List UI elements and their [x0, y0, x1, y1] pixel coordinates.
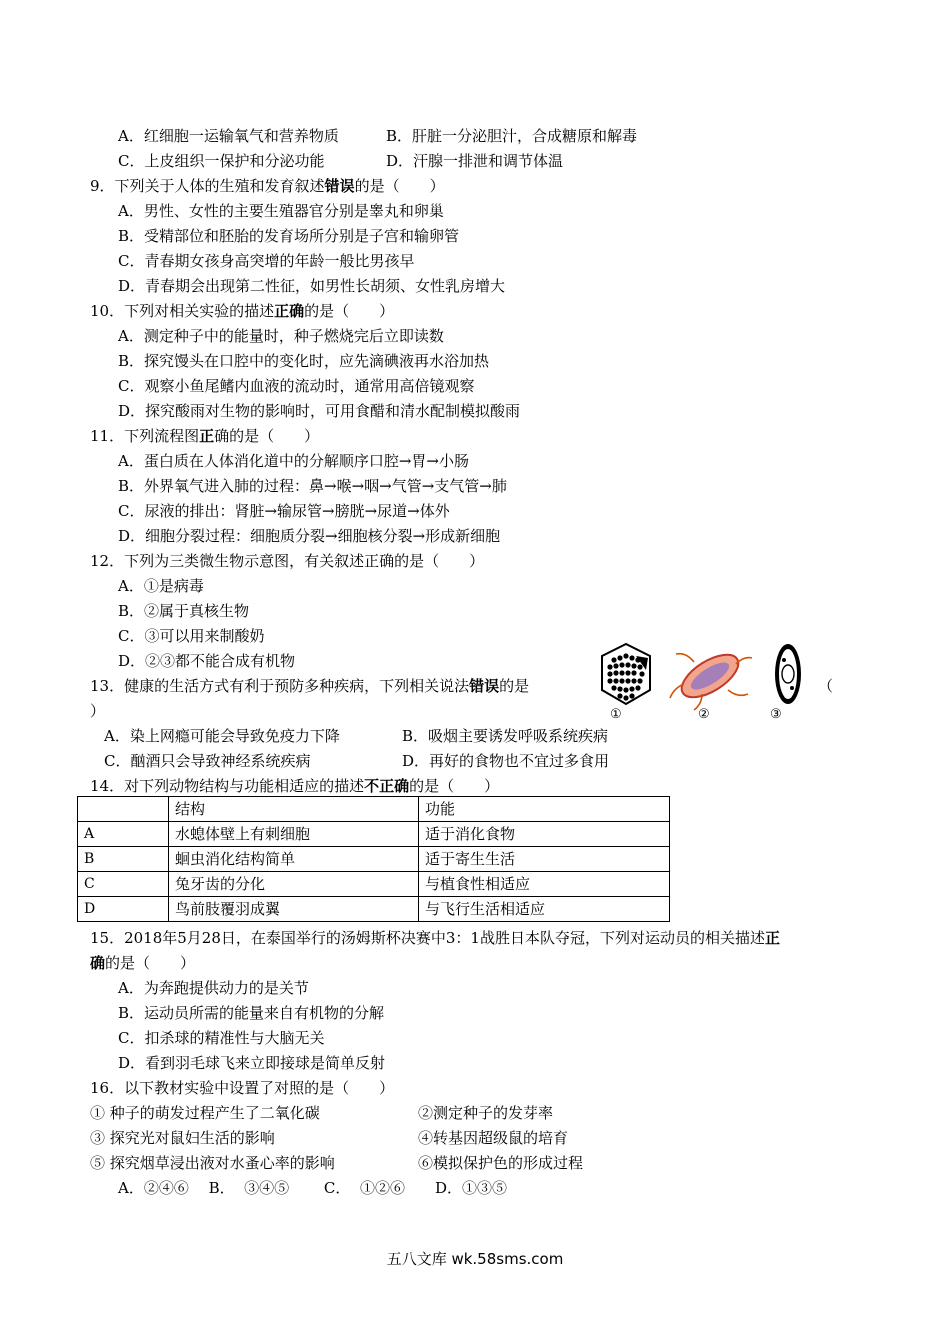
q16-item-5: ⑤ 探究烟草浸出液对水蚤心率的影响 [90, 1154, 335, 1172]
table-cell: C [78, 872, 169, 897]
q14-stem: 14．对下列动物结构与功能相适应的描述不正确的是（ ） [90, 777, 500, 795]
q12-option-d: D．②③都不能合成有机物 [118, 652, 296, 670]
yeast-icon [775, 644, 801, 704]
q8-option-c: C．上皮组织一保护和分泌功能 [118, 152, 325, 170]
q15-option-c: C．扣杀球的精准性与大脑无关 [118, 1029, 325, 1047]
q16-item-1: ① 种子的萌发过程产生了二氧化碳 [90, 1104, 320, 1122]
microbe-figure [598, 640, 828, 722]
q16-stem: 16．以下教材实验中设置了对照的是（ ） [90, 1079, 395, 1097]
q8-option-d: D．汗腺一排泄和调节体温 [386, 152, 564, 170]
table-header-cell: 结构 [169, 797, 419, 822]
q13-option-a: A．染上网瘾可能会导致免疫力下降 [104, 727, 340, 745]
table-row [78, 847, 670, 872]
q13-paren-close: ） [90, 702, 106, 720]
q9-option-a: A．男性、女性的主要生殖器官分别是睾丸和卵巢 [118, 202, 444, 220]
table-cell: B [78, 847, 169, 872]
table-header-row [78, 797, 670, 822]
fig-label-1: ① [610, 707, 622, 722]
q16-item-6: ⑥模拟保护色的形成过程 [418, 1154, 584, 1172]
q13-option-d: D．再好的食物也不宜过多食用 [402, 752, 610, 770]
q9-option-c: C．青春期女孩身高突增的年龄一般比男孩早 [118, 252, 415, 270]
q12-option-a: A．①是病毒 [118, 577, 204, 595]
q12-stem: 12．下列为三类微生物示意图，有关叙述正确的是（ ） [90, 552, 485, 570]
q9-stem: 9．下列关于人体的生殖和发育叙述错误的是（ ） [90, 177, 445, 195]
table-cell: 与植食性相适应 [419, 872, 670, 897]
table-cell: 水螅体壁上有刺细胞 [169, 822, 419, 847]
table-cell: 适于消化食物 [419, 822, 670, 847]
q10-stem: 10．下列对相关实验的描述正确的是（ ） [90, 302, 395, 320]
microbe-illustrations [598, 640, 828, 722]
q15-option-d: D．看到羽毛球飞来立即接球是简单反射 [118, 1054, 386, 1072]
virus-icon [602, 644, 650, 704]
table-row [78, 872, 670, 897]
q8-option-b: B．肝脏一分泌胆汁，合成糖原和解毒 [386, 127, 638, 145]
q13-paren-open: （ [818, 677, 834, 695]
q9-option-d: D．青春期会出现第二性征，如男性长胡须、女性乳房增大 [118, 277, 506, 295]
q11-option-a: A．蛋白质在人体消化道中的分解顺序口腔→胃→小肠 [118, 452, 469, 470]
table-cell: 适于寄生生活 [419, 847, 670, 872]
q14-table [77, 796, 670, 922]
table-cell: 蛔虫消化结构简单 [169, 847, 419, 872]
q15-stem-line1: 15．2018年5月28日，在泰国举行的汤姆斯杯决赛中3：1战胜日本队夺冠，下列对运动员的相关描述正 [90, 929, 780, 947]
q10-option-c: C．观察小鱼尾鳍内血液的流动时，通常用高倍镜观察 [118, 377, 475, 395]
q9-option-b: B．受精部位和胚胎的发育场所分别是子宫和输卵管 [118, 227, 460, 245]
table-row [78, 822, 670, 847]
q15-stem-line2: 确的是（ ） [90, 954, 196, 972]
q8-option-a: A．红细胞一运输氧气和营养物质 [118, 127, 339, 145]
q10-option-b: B．探究馒头在口腔中的变化时，应先滴碘液再水浴加热 [118, 352, 490, 370]
table-header-cell: 功能 [419, 797, 670, 822]
q10-option-a: A．测定种子中的能量时，种子燃烧完后立即读数 [118, 327, 444, 345]
table-cell: A [78, 822, 169, 847]
q16-item-4: ④转基因超级鼠的培育 [418, 1129, 569, 1147]
table-cell: D [78, 897, 169, 922]
q11-option-d: D．细胞分裂过程：细胞质分裂→细胞核分裂→形成新细胞 [118, 527, 501, 545]
table-header-cell [78, 797, 169, 822]
fig-label-3: ③ [770, 707, 782, 722]
q13-stem: 13．健康的生活方式有利于预防多种疾病，下列相关说法错误的是 [90, 677, 530, 695]
q11-option-c: C．尿液的排出：肾脏→输尿管→膀胱→尿道→体外 [118, 502, 450, 520]
footer-watermark: 五八文库 wk.58sms.com [386, 1250, 564, 1268]
table-row [78, 897, 670, 922]
table-cell: 鸟前肢覆羽成翼 [169, 897, 419, 922]
q16-item-2: ②测定种子的发芽率 [418, 1104, 554, 1122]
q11-stem: 11．下列流程图正确的是（ ） [90, 427, 320, 445]
q13-option-c: C．酗酒只会导致神经系统疾病 [104, 752, 311, 770]
q16-answers: A．②④⑥ B． ③④⑤ C． ①②⑥ D．①③⑤ [118, 1179, 507, 1197]
bacterium-icon [670, 646, 752, 710]
table-cell: 兔牙齿的分化 [169, 872, 419, 897]
q15-option-a: A．为奔跑提供动力的是关节 [118, 979, 309, 997]
q11-option-b: B．外界氧气进入肺的过程：鼻→喉→咽→气管→支气管→肺 [118, 477, 507, 495]
q15-option-b: B．运动员所需的能量来自有机物的分解 [118, 1004, 385, 1022]
q10-option-d: D．探究酸雨对生物的影响时，可用食醋和清水配制模拟酸雨 [118, 402, 521, 420]
q16-item-3: ③ 探究光对鼠妇生活的影响 [90, 1129, 275, 1147]
q12-option-b: B．②属于真核生物 [118, 602, 250, 620]
fig-label-2: ② [698, 707, 710, 722]
q13-option-b: B．吸烟主要诱发呼吸系统疾病 [402, 727, 609, 745]
q12-option-c: C．③可以用来制酸奶 [118, 627, 265, 645]
table-cell: 与飞行生活相适应 [419, 897, 670, 922]
